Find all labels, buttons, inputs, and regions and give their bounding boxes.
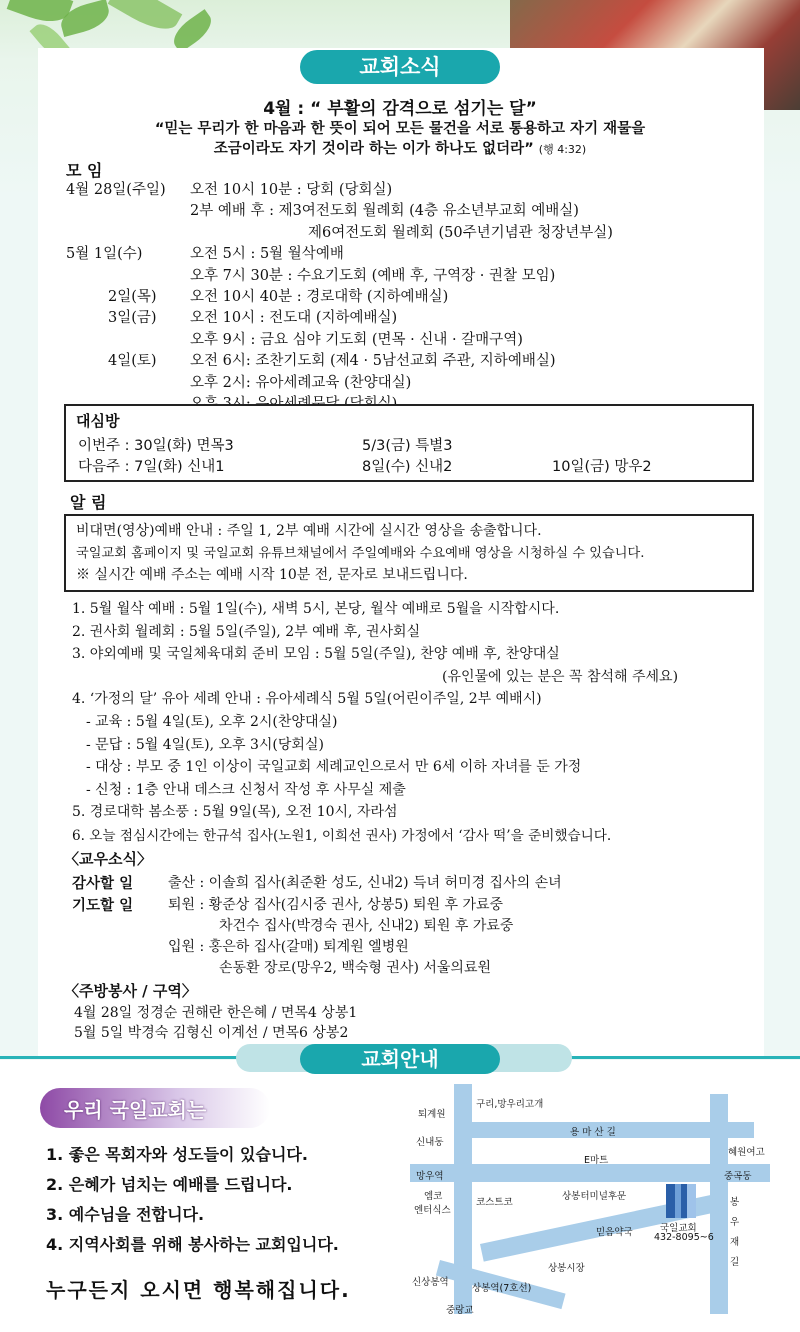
- notice-item: 5. 경로대학 봄소풍 : 5월 9일(목), 오전 10시, 자라섬: [72, 804, 398, 821]
- church-item-1: 1. 좋은 목회자와 성도들이 있습니다.: [46, 1145, 308, 1164]
- notice-box-line2: 국일교회 홈페이지 및 국일교회 유튜브채널에서 주일예배와 수요예배 영상을 시청하실 수 있습니다.: [76, 546, 645, 561]
- meeting-text: 오전 10시 40분 : 경로대학 (지하예배실): [190, 289, 449, 305]
- church-building-icon: [666, 1184, 696, 1218]
- label-jungnang: 중랑교: [446, 1305, 474, 1316]
- theme-ref: (행 4:32): [538, 143, 587, 156]
- theme-line1: 4월 : “ 부활의 감격으로 섬기는 달”: [263, 99, 537, 119]
- label-entersix: 엔터식스: [414, 1205, 451, 1216]
- meeting-text: 오전 10시 : 전도대 (지하예배실): [190, 310, 398, 327]
- notice-item: 2. 권사회 월례회 : 5월 5일(주일), 2부 예배 후, 권사회실: [72, 623, 421, 640]
- notice-item: - 신청 : 1층 안내 데스크 신청서 작성 후 사무실 제출: [86, 781, 406, 798]
- label-phone: 432-8095~6: [654, 1232, 714, 1243]
- header-title: 교회소식: [300, 50, 500, 84]
- notice-item: 4. ‘가정의 달’ 유아 세례 안내 : 유아세례식 5월 5일(어린이주일, 2부 예배시): [72, 691, 542, 708]
- notice-item: - 교육 : 5월 4일(토), 오후 2시(찬양대실): [86, 714, 338, 730]
- visit-r1-b: 5/3(금) 특별3: [362, 438, 453, 454]
- label-emco: 엠코: [424, 1191, 443, 1202]
- label-bongu-3: 재: [730, 1237, 740, 1248]
- meetings-heading: 모 임: [66, 161, 103, 180]
- visit-r2-a: 다음주 : 7일(화) 신내1: [78, 459, 225, 475]
- label-sangbong7: 상봉역(7호선): [472, 1283, 532, 1294]
- meeting-text: 오후 7시 30분 : 수요기도회 (예배 후, 구역장 · 권찰 모임): [190, 267, 556, 284]
- service-row-2: 5월 5일 박경숙 김형신 이계선 / 면목6 상봉2: [74, 1025, 349, 1041]
- label-junggok: 중곡동: [724, 1171, 752, 1182]
- thanks-text: 출산 : 이솔희 집사(최준환 성도, 신내2) 득녀 허미경 집사의 손녀: [168, 875, 562, 891]
- visit-heading: 대심방: [76, 412, 120, 430]
- meeting-date: 4일(토): [108, 353, 157, 370]
- meeting-text: 2부 예배 후 : 제3여전도회 월례회 (4층 유소년부교회 예배실): [190, 203, 579, 220]
- label-emart: E마트: [584, 1155, 609, 1166]
- visit-r2-c: 10일(금) 망우2: [552, 459, 652, 475]
- pray-label: 기도할 일: [72, 898, 134, 914]
- pray-text-1: 퇴원 : 황준상 집사(김시중 권사, 상봉5) 퇴원 후 가료중: [168, 897, 504, 913]
- label-mangu: 망우역: [416, 1171, 444, 1182]
- meeting-text: 오전 6시: 조찬기도회 (제4 · 5남선교회 주관, 지하예배실): [190, 353, 556, 370]
- pray-text-3: 입원 : 홍은하 집사(갈매) 퇴계원 엘병원: [168, 939, 409, 955]
- members-heading: 〈교우소식〉: [64, 850, 152, 868]
- notice-item: - 문답 : 5월 4일(토), 오후 3시(당회실): [86, 736, 324, 753]
- label-hyewon: 혜원여고: [728, 1147, 765, 1158]
- label-bongu-2: 우: [730, 1217, 740, 1228]
- visit-r2-b: 8일(수) 신내2: [362, 459, 453, 475]
- theme-line3: [0, 137, 800, 158]
- label-market: 상봉시장: [548, 1263, 585, 1274]
- thanks-label: 감사할 일: [72, 876, 134, 892]
- label-sinnae: 신내동: [416, 1137, 444, 1148]
- visit-r1-a: 이번주 : 30일(화) 면목3: [78, 438, 234, 454]
- church-heading: 우리 국일교회는: [64, 1098, 207, 1122]
- label-yongmasan: 용 마 산 길: [570, 1127, 616, 1138]
- service-row-1: 4월 28일 정경순 권해란 한은혜 / 면목4 상봉1: [74, 1005, 358, 1021]
- notice-item: 3. 야외예배 및 국일체육대회 준비 모임 : 5월 5일(주일), 찬양 예배 후, 찬양대실: [72, 646, 560, 663]
- guide-title: 교회안내: [300, 1044, 500, 1074]
- theme-line2: “믿는 무리가 한 마음과 한 뜻이 되어 모든 물건을 서로 통용하고 자기 재물을: [154, 121, 646, 137]
- label-bongu-1: 봉: [730, 1197, 740, 1208]
- meeting-date: 3일(금): [108, 310, 157, 327]
- notice-item: (유인물에 있는 분은 꼭 참석해 주세요): [442, 668, 679, 685]
- church-item-2: 2. 은혜가 넘치는 예배를 드립니다.: [46, 1175, 293, 1194]
- theme-line3-text: 조금이라도 자기 것이라 하는 이가 하나도 없더라”: [213, 141, 534, 157]
- notice-item: 6. 오늘 점심시간에는 한규석 집사(노원1, 이희선 권사) 가정에서 ‘감사 떡’을 준비했습니다.: [72, 828, 612, 844]
- meeting-date: 4월 28일(주일): [66, 182, 166, 198]
- label-terminal: 상봉터미널후문: [562, 1191, 627, 1202]
- church-item-4: 4. 지역사회를 위해 봉사하는 교회입니다.: [46, 1235, 339, 1254]
- church-item-3: 3. 예수님을 전합니다.: [46, 1205, 205, 1224]
- service-heading: 〈주방봉사 / 구역〉: [64, 982, 197, 1000]
- label-pharmacy: 믿음약국: [596, 1227, 633, 1238]
- label-church: 국일교회: [660, 1223, 697, 1234]
- label-guri: 구리,망우리고개: [476, 1099, 544, 1110]
- pray-text-4: 손동환 장로(망우2, 백숙형 권사) 서울의료원: [219, 960, 491, 976]
- notice-box-line1: 비대면(영상)예배 안내 : 주일 1, 2부 예배 시간에 실시간 영상을 송출합니다.: [76, 523, 542, 539]
- notice-item: 1. 5월 월삭 예배 : 5월 1일(수), 새벽 5시, 본당, 월삭 예배로 5월을 시작합시다.: [72, 601, 560, 617]
- meeting-date: 5월 1일(수): [66, 246, 143, 263]
- label-sinsangbong: 신상봉역: [412, 1277, 449, 1288]
- meeting-text: 제6여전도회 월례회 (50주년기념관 청장년부실): [308, 224, 613, 241]
- meeting-date: 2일(목): [108, 289, 157, 305]
- meeting-text: 오후 9시 : 금요 심야 기도회 (면목 · 신내 · 갈매구역): [190, 331, 523, 348]
- label-toegyewon: 퇴계원: [418, 1109, 446, 1120]
- pray-text-2: 차건수 집사(박경숙 권사, 신내2) 퇴원 후 가료중: [219, 918, 514, 934]
- label-costco: 코스트코: [476, 1197, 513, 1208]
- location-map: [410, 1084, 770, 1316]
- meeting-text: 오전 5시 : 5월 월삭예배: [190, 246, 344, 263]
- notice-box-line3: ※ 실시간 예배 주소는 예배 시작 10분 전, 문자로 보내드립니다.: [76, 567, 468, 583]
- notice-heading: 알 림: [70, 493, 107, 512]
- notice-item: - 대상 : 부모 중 1인 이상이 국일교회 세례교인으로서 만 6세 이하 자녀를 둔 가정: [86, 759, 582, 776]
- meeting-text: 오전 10시 10분 : 당회 (당회실): [190, 182, 393, 198]
- meeting-text: 오후 2시: 유아세례교육 (찬양대실): [190, 374, 412, 391]
- church-slogan: 누구든지 오시면 행복해집니다.: [46, 1278, 351, 1302]
- label-bongu-4: 길: [730, 1257, 740, 1268]
